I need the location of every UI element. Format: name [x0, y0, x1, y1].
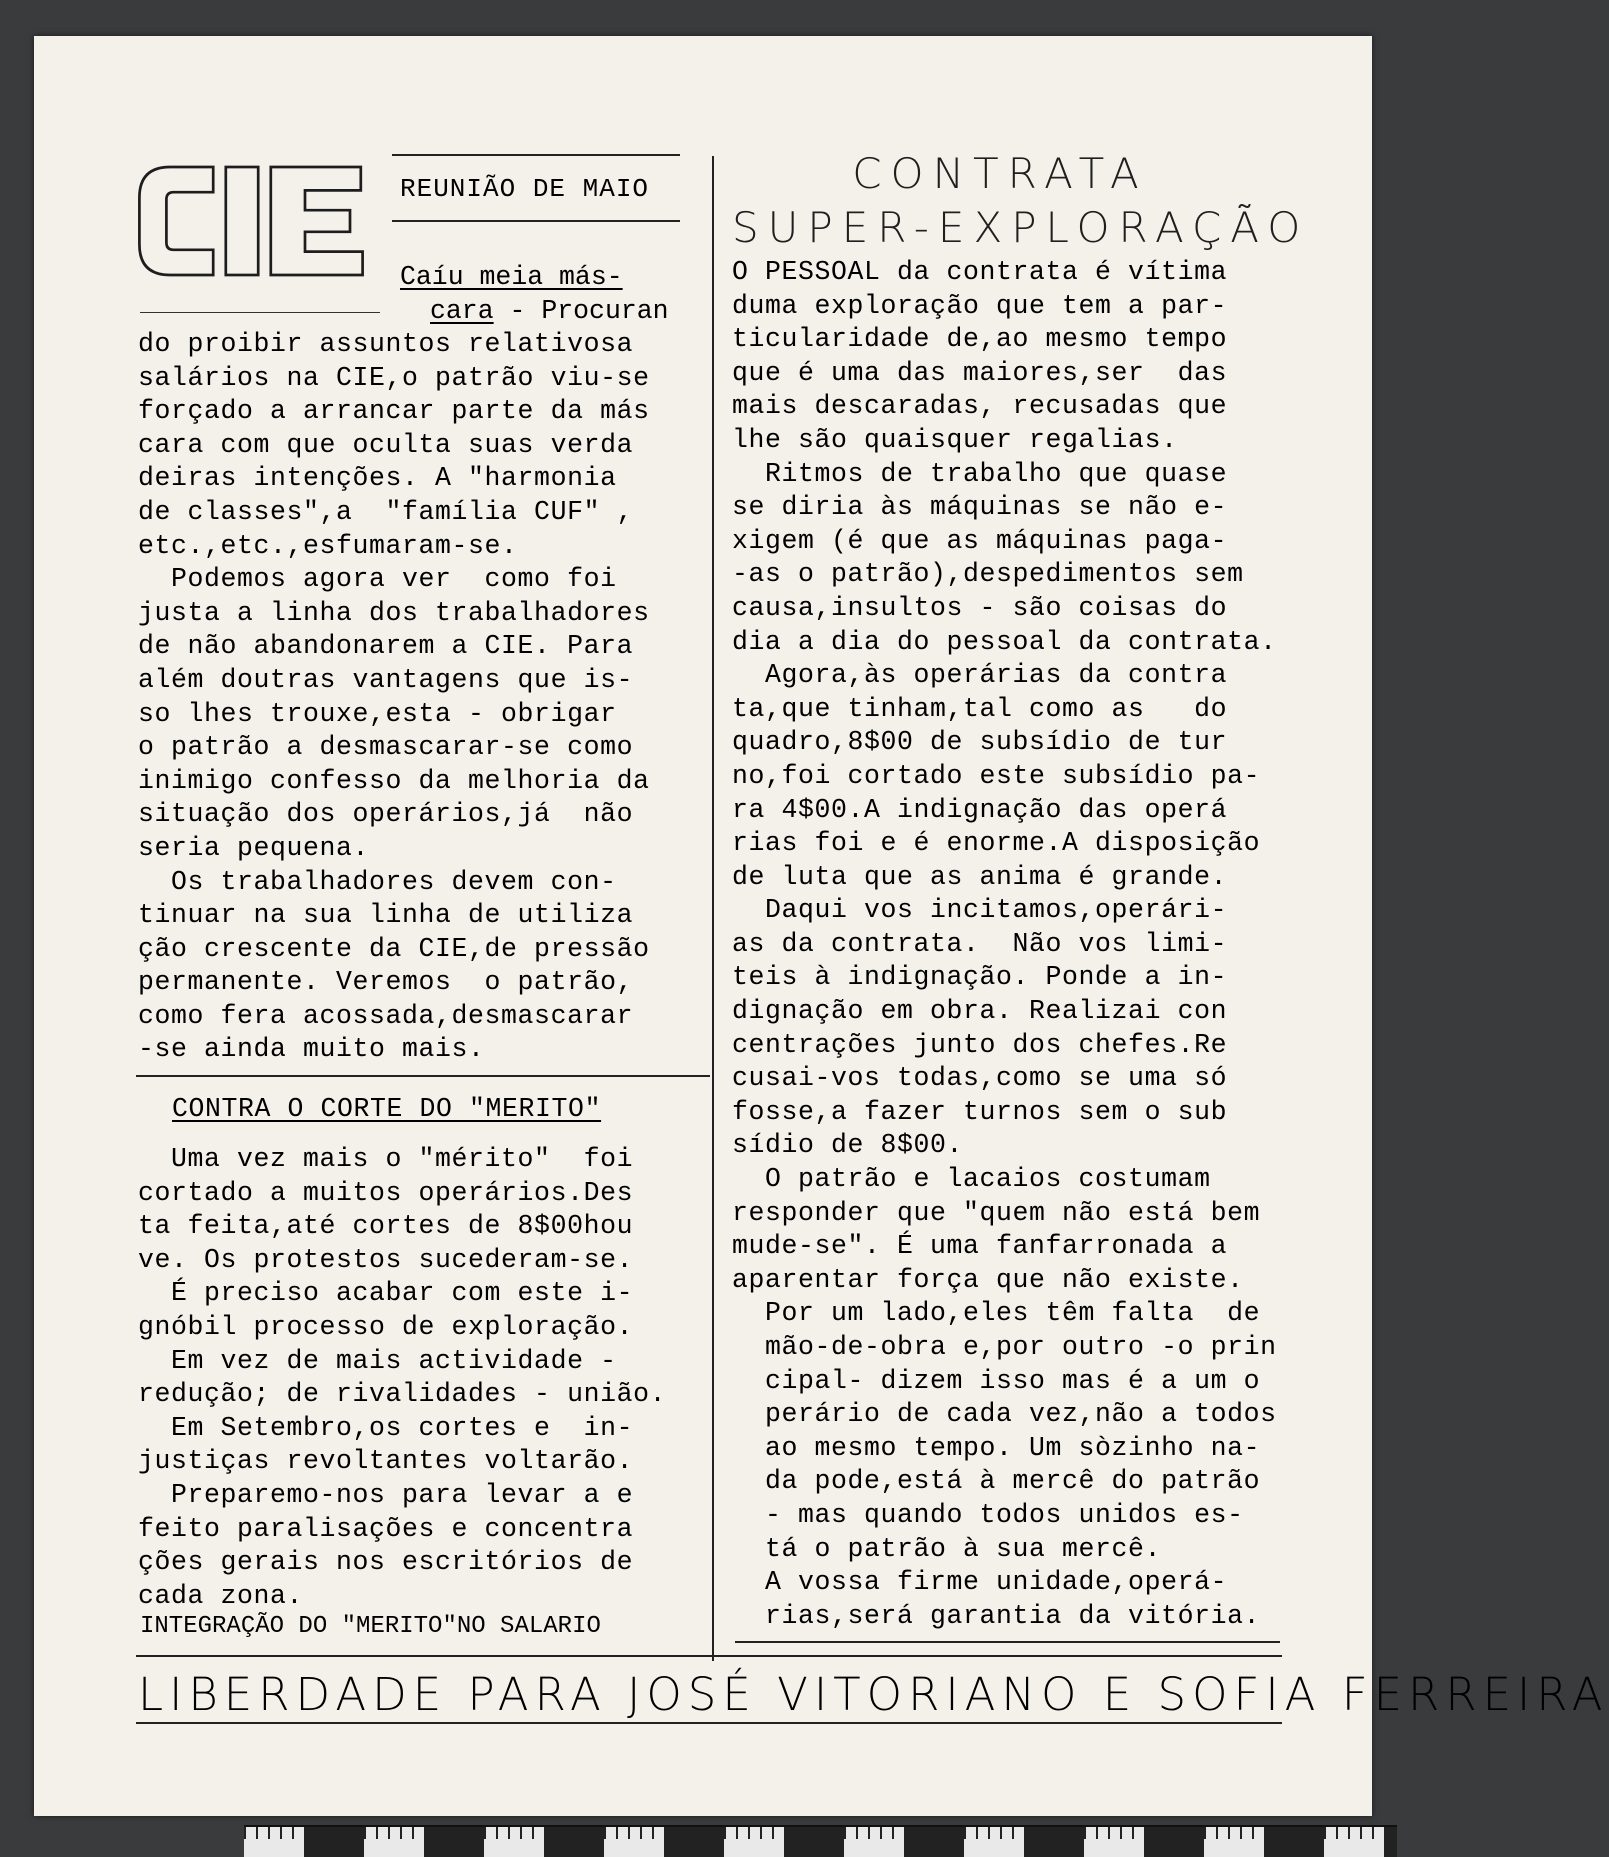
left-article-body: do proibir assuntos relativosa salários na CIE,o patrão viu-se forçado a arrancar parte da más cara com que oculta suas verda deiras intenções. A "harmonia de classes",a "família CUF" , etc.,etc.,esfumaram-se. Podemos agora ver como foi justa a linha dos trabalhadores de não abandonarem a CIE. Para além doutras vantagens que is- so lhes trouxe,esta - obrigar o patrão a desmascarar-se como inimigo confesso da melhoria da situação dos operários,já não seria pequena. Os trabalhadores devem con- tinuar na sua linha de utiliza ção crescente da CIE,de pressão permanente. Veremos o patrão, como fera acossada,desmascarar -se ainda muito mais.: [138, 329, 650, 1065]
column-divider: [712, 156, 714, 1661]
right-end-rule: [735, 1641, 1280, 1643]
right-article-body: O PESSOAL da contrata é vítima duma exploração que tem a par- ticularidade de,ao mesmo tempo que é uma das maiores,ser das mais descaradas, recusadas que lhe são quaisquer regalias. Ritmos de trabalho que quase se diria às máquinas se não e- xigem (é que as máquinas paga- -as o patrão),despedimentos sem causa,insultos - são coisas do dia a dia do pessoal da contrata. Agora,às operárias da contra ta,que tinham,tal como as do quadro,8$00 de subsídio de tur no,foi cortado este subsídio pa- ra 4$00.A indignação das operá rias foi e é enorme.A disposição de luta que as anima é grande. Daqui vos incitamos,operári- as da contrata. Não vos limi- teis à indignação. Ponde a in- dignação em obra. Realizai con centrações junto dos chefes.Re cusai-vos todas,como se uma só fosse,a fazer turnos sem o sub sídio de 8$00. O patrão e lacaios costumam responder que "quem não está bem mude-se". É uma fanfarronada a aparentar força que não existe. Por um lado,eles têm falta de mão-de-obra e,por outro -o prin cipal- dizem isso mas é a um o perário de cada vez,não a todos ao mesmo tempo. Um sòzinho na- da pode,está à mercê do patrão - mas quando todos unidos es- tá o patrão à sua mercê. A vossa firme unidade,operá- rias,será garantia da vitória.: [732, 257, 1277, 1631]
subheading-line2-rest: - Procuran: [493, 296, 669, 326]
closing-slogan: INTEGRAÇÃO DO "MERITO"NO SALARIO: [140, 1613, 601, 1640]
contrata-title-2: [732, 204, 1332, 252]
section2-body: Uma vez mais o "mérito" foi cortado a muitos operários.Des ta feita,até cortes de 8$00hou ve. Os protestos sucederam-se. É preciso acabar com este i- gnóbil processo de exploração. Em vez de mais actividade - redução; de rivalidades - união. Em Setembro,os cortes e in- justiças revoltantes voltarão. Preparemo-nos para levar a e feito paralisações e concentra ções gerais nos escritórios de cada zona.: [138, 1144, 667, 1611]
subheading: [400, 262, 623, 292]
contrata-title: [720, 150, 1280, 198]
footer-banner: LIBERDADE PARA JOSÉ VITORIANO E SOFIA FERREIRA: [138, 1668, 1609, 1721]
subheading-line2-underlined: cara: [430, 296, 494, 326]
banner-rule-bottom: [136, 1722, 1282, 1724]
cie-logo: [134, 160, 404, 282]
heading-rule-mid: [392, 220, 680, 222]
heading-rule-left: [140, 312, 380, 313]
left-section-divider: [136, 1075, 710, 1077]
section2-title: CONTRA O CORTE DO "MERITO": [172, 1094, 602, 1124]
heading-rule-top: [392, 154, 680, 156]
subheading-line2: [430, 296, 669, 326]
title-line2: SUPER-EXPLORAÇÃO: [732, 203, 1310, 252]
subheading-underlined: Caíu meia más-: [400, 262, 623, 292]
measuring-ruler: [244, 1825, 1397, 1857]
banner-rule-top: [136, 1655, 1282, 1657]
title-line1: CONTRATA: [852, 149, 1148, 198]
ruler-ticks: [244, 1827, 1397, 1839]
meeting-heading: REUNIÃO DE MAIO: [400, 174, 650, 204]
